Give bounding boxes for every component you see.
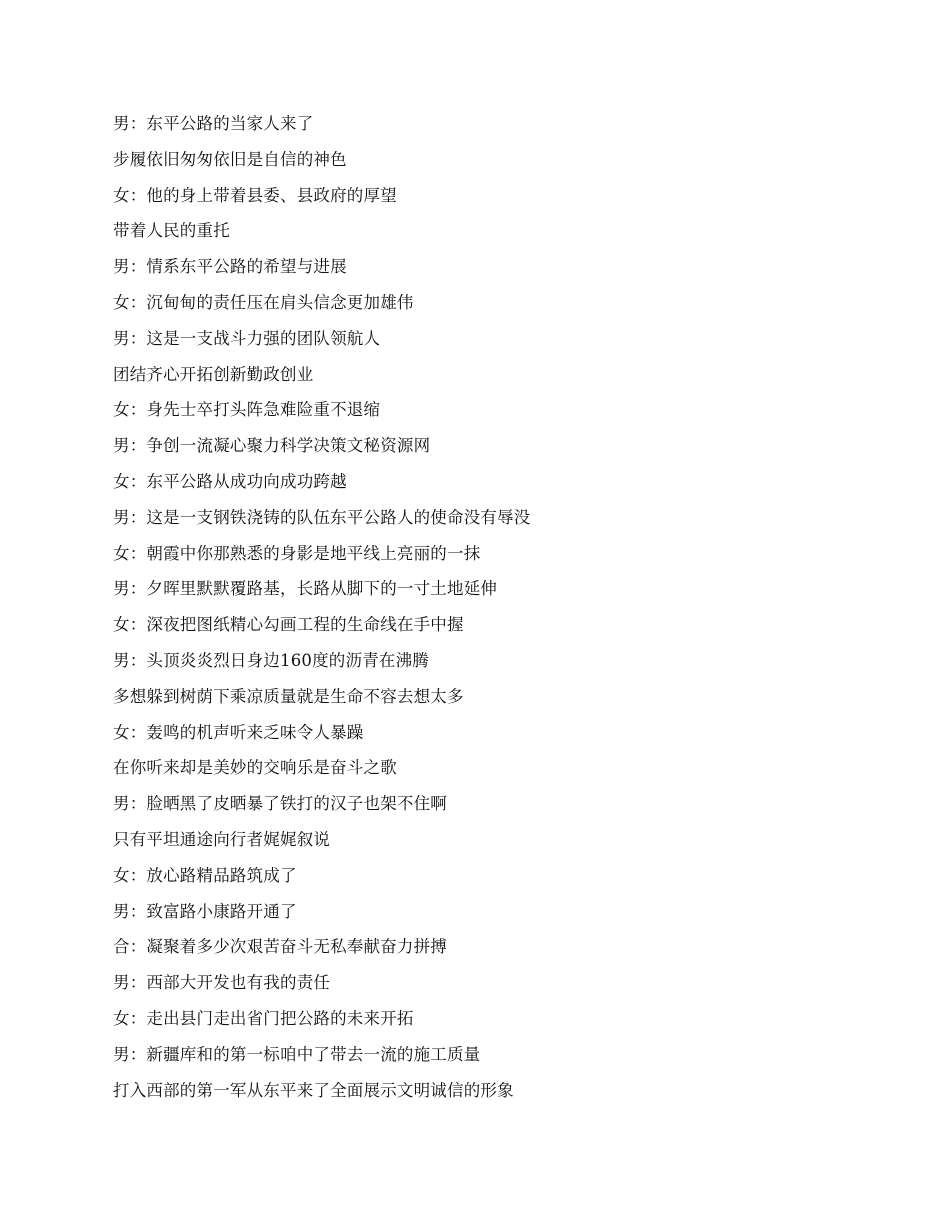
text-line: 男：脸晒黑了皮晒暴了铁打的汉子也架不住啊	[113, 794, 447, 814]
text-line: 男：致富路小康路开通了	[113, 901, 297, 921]
text-line: 合：凝聚着多少次艰苦奋斗无私奉献奋力拼搏	[113, 937, 447, 957]
text-line: 男：头顶炎炎烈日身边160度的沥青在沸腾	[113, 650, 429, 670]
text-line: 男：西部大开发也有我的责任	[113, 973, 331, 993]
text-line: 男：争创一流凝心聚力科学决策文秘资源网	[113, 436, 431, 456]
text-line: 男：新疆库和的第一标咱中了带去一流的施工质量	[113, 1044, 481, 1064]
text-line: 带着人民的重托	[113, 221, 230, 241]
text-line: 女：沉甸甸的责任压在肩头信念更加雄伟	[113, 292, 414, 312]
poem-text	[113, 110, 893, 1112]
text-line: 男：情系东平公路的希望与进展	[113, 257, 347, 277]
text-line: 女：深夜把图纸精心勾画工程的生命线在手中握	[113, 615, 464, 635]
text-line: 女：放心路精品路筑成了	[113, 865, 297, 885]
text-line: 多想躲到树荫下乘凉质量就是生命不容去想太多	[113, 686, 464, 706]
text-line: 女：走出县门走出省门把公路的未来开拓	[113, 1008, 414, 1028]
text-line: 步履依旧匆匆依旧是自信的神色	[113, 149, 347, 169]
text-line: 团结齐心开拓创新勤政创业	[113, 364, 314, 384]
text-line: 只有平坦通途向行者娓娓叙说	[113, 829, 331, 849]
text-line: 男：这是一支钢铁浇铸的队伍东平公路人的使命没有辱没	[113, 507, 531, 527]
text-line: 打入西部的第一军从东平来了全面展示文明诚信的形象	[113, 1080, 514, 1100]
text-line: 男：这是一支战斗力强的团队领航人	[113, 328, 381, 348]
text-line: 女：朝霞中你那熟悉的身影是地平线上亮丽的一抹	[113, 543, 481, 563]
text-line: 男：东平公路的当家人来了	[113, 114, 314, 133]
text-line: 女：他的身上带着县委、县政府的厚望	[113, 185, 397, 205]
text-line: 女：东平公路从成功向成功跨越	[113, 471, 347, 491]
text-line: 女：身先士卒打头阵急难险重不退缩	[113, 400, 381, 420]
text-line: 在你听来却是美妙的交响乐是奋斗之歌	[113, 758, 397, 778]
text-line: 男：夕晖里默默覆路基，长路从脚下的一寸土地延伸	[113, 579, 498, 599]
text-line: 女：轰鸣的机声听来乏味令人暴躁	[113, 722, 364, 742]
